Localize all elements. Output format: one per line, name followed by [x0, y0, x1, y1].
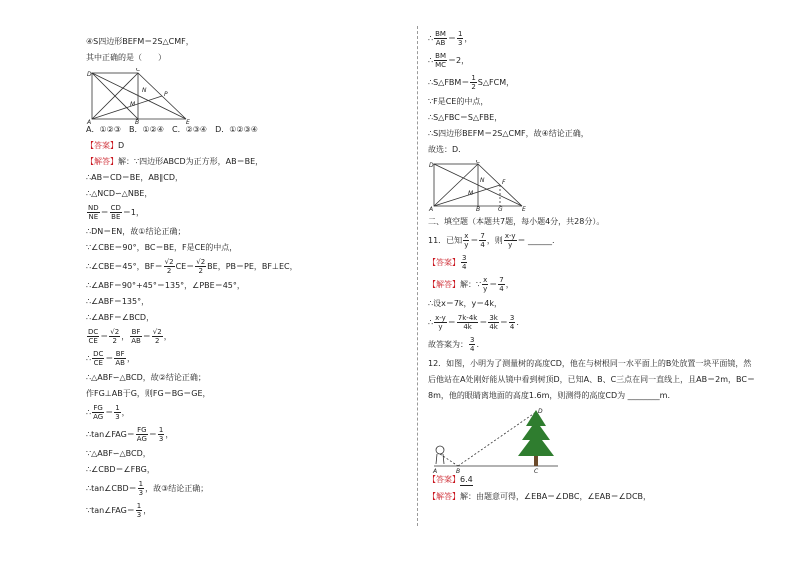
solution-11-line-1: 【解答】解：∵ $\frac{x}{y}$ ＝ $\frac{7}{4}$ ，	[428, 276, 514, 293]
tree-icon	[518, 410, 554, 466]
solution-11-line-3: ∴ $\frac{x-y}{y}$ ＝ $\frac{7k-4k}{4k}$ ＝ $\frac{3k}{4k}$ ＝ $\frac{3}{4}$ .	[428, 314, 519, 331]
fig2-label-C: C	[476, 160, 481, 165]
analysis-line-9: ∴∠ABF＝135°，	[86, 297, 150, 306]
analysis-line-7: ∴∠CBE＝45°，BF＝ $\frac{√2}{2}$ CE＝ $\frac{√2}{2}$ BE，PB＝PE，BF⊥EC，	[86, 258, 298, 275]
square-figure-2	[428, 160, 538, 212]
label-M: M	[130, 101, 136, 108]
label-P: P	[164, 91, 168, 98]
fig2-label-D: D	[429, 162, 434, 169]
tree-label-C: C	[534, 468, 539, 474]
analysis-line-10: ∴∠ABF＝∠BCD，	[86, 313, 155, 322]
analysis-line-17: ∵△ABF∽△BCD，	[86, 449, 151, 458]
question-12-line-3: 8m，他的眼睛离地面的高度1.6m，则测得的高度CD为 ________m.	[428, 391, 671, 400]
label-N: N	[142, 87, 147, 94]
analysis-line-8: ∴∠ABF＝90°+45°＝135°，∠PBE＝45°，	[86, 281, 245, 290]
fig2-label-M: M	[468, 190, 474, 197]
right-column	[428, 30, 758, 507]
question-prompt: 其中正确的是（ ）	[86, 53, 166, 62]
right-line-2: ∴ $\frac{BM}{MC}$ ＝2，	[428, 52, 470, 69]
analysis-line-16: ∴tan∠FAG＝ $\frac{FG}{AG}$ ＝ $\frac{1}{3}$ ，	[86, 426, 174, 443]
right-line-6: ∴S四边形BEFM＝2S△CMF，故④结论正确，	[428, 129, 589, 138]
tree-label-D: D	[538, 408, 543, 415]
answer-line: 【答案】D	[86, 141, 125, 150]
analysis-line-4: $\frac{ND}{NE}$ ＝ $\frac{CD}{BE}$ ＝1，	[88, 204, 145, 221]
fig2-label-E: E	[522, 206, 526, 212]
analysis-line-19: ∴tan∠CBD＝ $\frac{1}{3}$ ，故③结论正确；	[86, 480, 209, 497]
analysis-line-11: $\frac{DC}{CE}$ ＝ $\frac{√2}{2}$ ， $\frac{BF}{AB}$ ＝ $\frac{√2}{2}$ ，	[88, 328, 172, 345]
question-11: 11．已知 $\frac{x}{y}$ ＝ $\frac{7}{4}$ ，则 $\frac{x-y}{y}$ ＝ ______.	[428, 232, 555, 249]
solution-11-line-2: ∴设x＝7k，y＝4k，	[428, 299, 503, 308]
right-line-5: ∴S△FBC＝S△FBE，	[428, 113, 503, 122]
analysis-line-18: ∴∠CBD＝∠FBG，	[86, 465, 155, 474]
analysis-line-5: ∴DN＝EN，故①结论正确；	[86, 227, 186, 236]
square-figure-1	[86, 68, 206, 124]
right-line-4: ∵F是CE的中点，	[428, 97, 489, 106]
label-B: B	[135, 119, 140, 124]
analysis-line-2: ∴AB＝CD＝BE，AB∥CD，	[86, 173, 184, 182]
solution-12-line-1: 【解答】解：由题意可得，∠EBA＝∠DBC，∠EAB＝∠DCB，	[428, 492, 652, 501]
analysis-line-14: 作FG⊥AB于G，则FG＝BG＝GE，	[86, 389, 211, 398]
label-E: E	[186, 119, 190, 124]
question-12-line-2: 后他站在A处刚好能从镜中看到树顶D，已知A、B、C三点在同一直线上，且AB＝2m，BC＝	[428, 375, 755, 384]
label-D: D	[87, 71, 92, 78]
fig2-label-F: F	[502, 179, 506, 186]
analysis-line-13: ∴△ABF∽△BCD，故②结论正确；	[86, 373, 206, 382]
label-C: C	[136, 68, 141, 73]
answer-11: 【答案】 $\frac{3}{4}$	[428, 254, 467, 271]
label-A: A	[87, 119, 92, 124]
fig2-label-B: B	[476, 206, 481, 212]
statement-4: ④S四边形BEFM＝2S△CMF，	[86, 37, 194, 46]
analysis-line-20: ∵tan∠FAG＝ $\frac{1}{3}$ ，	[86, 502, 152, 519]
left-column	[86, 36, 406, 524]
right-line-3: ∴S△FBM＝ $\frac{1}{2}$ S△FCM，	[428, 74, 515, 91]
analysis-line-6: ∵∠CBE＝90°，BC＝BE，F是CE的中点，	[86, 243, 238, 252]
fig2-label-A: A	[429, 206, 434, 212]
right-line-7: 故选：D．	[428, 145, 467, 154]
fig2-label-G: G	[498, 206, 503, 212]
question-12-line-1: 12．如图，小明为了测量树的高度CD，他在与树根同一水平面上的B处放置一块平面镜，然	[428, 359, 752, 368]
tree-label-A: A	[433, 468, 438, 474]
column-divider	[417, 26, 418, 526]
tree-figure	[428, 406, 568, 474]
tree-label-B: B	[456, 468, 461, 474]
section-heading: 二、填空题（本题共7题，每小题4分，共28分）。	[428, 217, 605, 226]
analysis-line-1: 【解答】解：∵四边形ABCD为正方形，AB＝BE，	[86, 157, 264, 166]
right-line-1: ∴ $\frac{BM}{AB}$ ＝ $\frac{1}{3}$ ，	[428, 30, 473, 47]
analysis-line-3: ∴△NCD∽△NBE，	[86, 189, 153, 198]
answer-12: 【答案】6.4	[428, 475, 473, 484]
analysis-line-12: ∴ $\frac{DC}{CE}$ ＝ $\frac{BF}{AB}$ ，	[86, 350, 135, 367]
fig2-label-N: N	[480, 177, 485, 184]
answer-options: A．①②③ B．①②④ C．②③④ D．①②③④	[86, 125, 258, 134]
solution-11-line-4: 故答案为： $\frac{3}{4}$ .	[428, 336, 480, 353]
analysis-line-15: ∴ $\frac{FG}{AG}$ ＝ $\frac{1}{3}$ ，	[86, 404, 130, 421]
